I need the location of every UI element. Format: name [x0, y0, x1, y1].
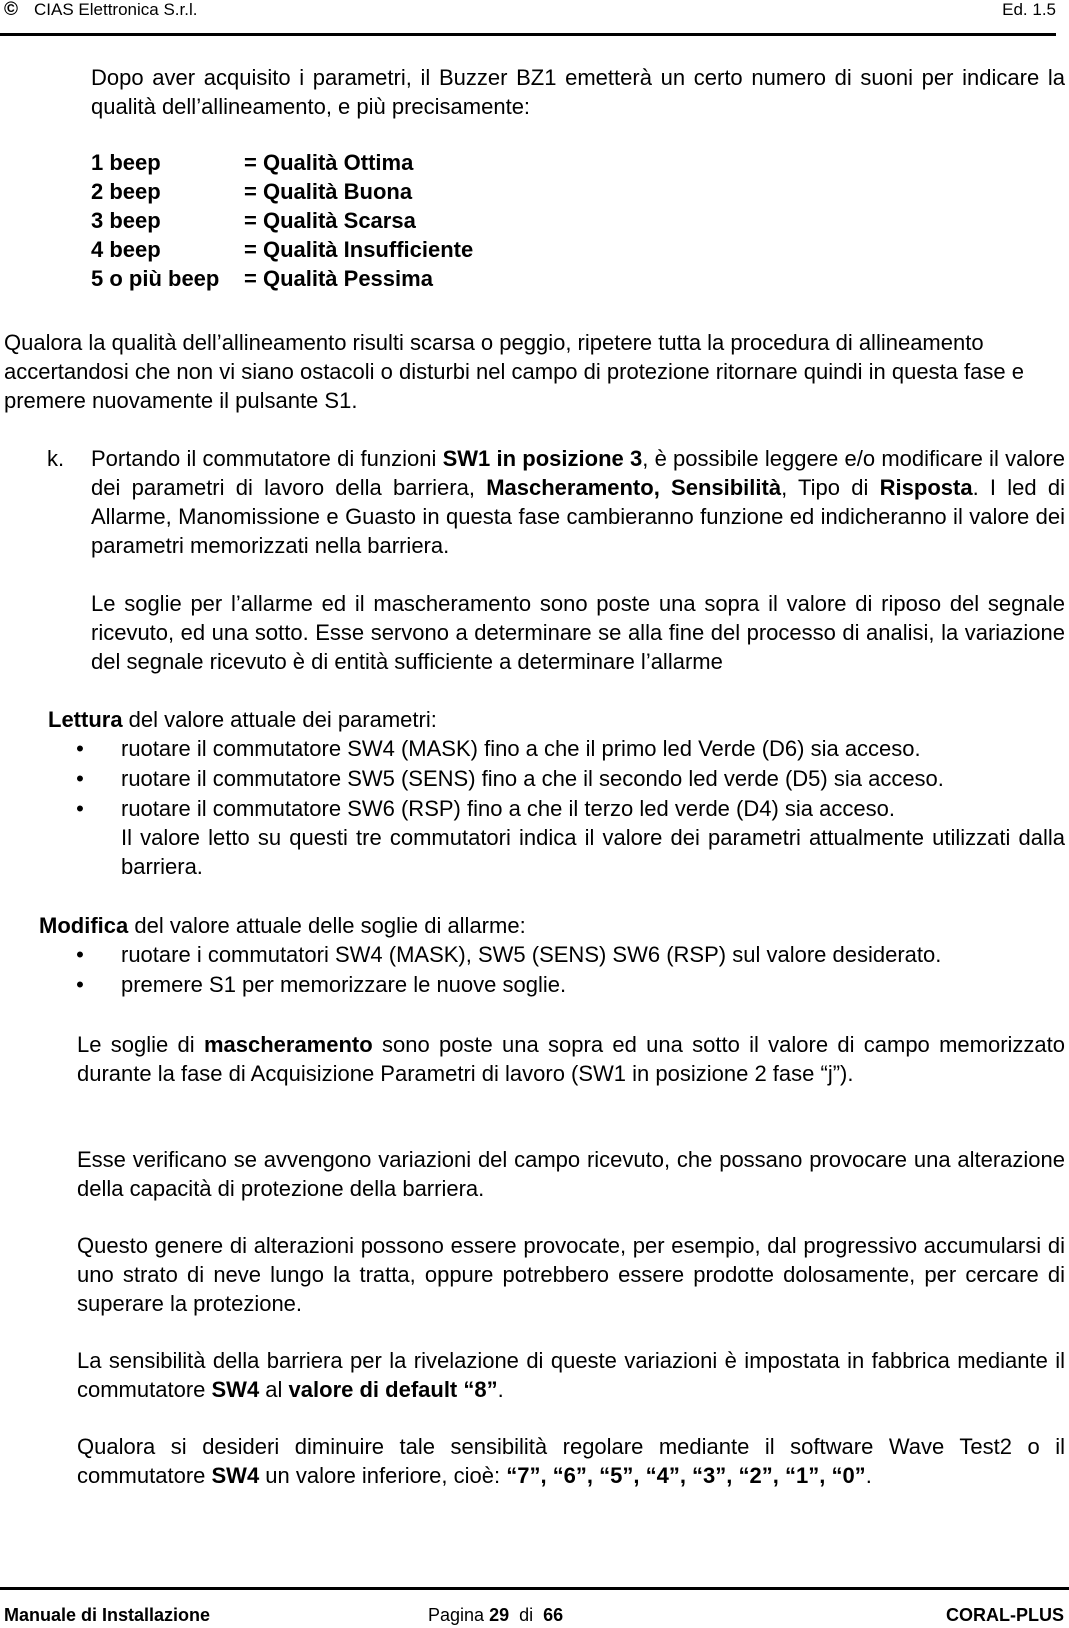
modifica-heading [39, 911, 526, 940]
bullet-icon: • [76, 766, 84, 791]
step-k-bold: Mascheramento, Sensibilità [486, 475, 782, 500]
reduce-text: . [865, 1463, 872, 1488]
step-k-bold: SW1 in posizione 3 [442, 446, 643, 471]
reduce-bold: “7”, “6”, “5”, “4”, “3”, “2”, “1”, “0” [506, 1463, 866, 1488]
beep-quality: = Qualità Pessima [244, 266, 433, 291]
masking-text: sono poste una sopra ed una sotto il valore di campo memorizzato durante la fase di Acquisizione Parametri di lavoro (SW1 in posizione 2 fase “j”). [77, 1032, 1065, 1086]
page-of-label: di [509, 1605, 544, 1625]
lettura-heading [48, 705, 437, 734]
masking-text: Le soglie di [77, 1032, 204, 1057]
page-current: 29 [489, 1605, 510, 1625]
list-item: ruotare i commutatori SW4 (MASK), SW5 (SENS) SW6 (RSP) sul valore desiderato. [121, 942, 942, 967]
page-number [428, 1604, 563, 1626]
list-item: ruotare il commutatore SW4 (MASK) fino a che il primo led Verde (D6) sia acceso. [121, 736, 921, 761]
bullet-icon: • [76, 942, 84, 967]
modifica-title: Modifica [39, 913, 129, 938]
footer-rule [0, 1587, 1069, 1590]
reduce-text: Qualora si desideri diminuire tale sensibilità regolare mediante il software Wave Test2 o il commutatore [77, 1434, 1065, 1488]
sensitivity-paragraph [77, 1346, 1065, 1404]
modifica-subtitle: del valore attuale delle soglie di allarme: [128, 913, 526, 938]
verify-paragraph: Esse verificano se avvengono variazioni del campo ricevuto, che possano provocare una alterazione della capacità di protezione della barriera. [77, 1147, 1065, 1201]
beep-count: 5 o più beep [91, 266, 220, 291]
sensitivity-text: . [497, 1377, 504, 1402]
beep-quality: = Qualità Scarsa [244, 208, 416, 233]
beep-count: 2 beep [91, 179, 161, 204]
list-item: premere S1 per memorizzare le nuove soglie. [121, 972, 567, 997]
beep-count: 4 beep [91, 237, 161, 262]
company-name: CIAS Elettronica S.r.l. [34, 0, 198, 19]
step-marker: k. [47, 446, 65, 471]
beep-quality: = Qualità Buona [244, 179, 413, 204]
retry-paragraph: Qualora la qualità dell’allineamento risulti scarsa o peggio, ripetere tutta la procedura di allineamento accertandosi che non vi siano ostacoli o disturbi nel campo di protezione ritornare quindi in questa fase e premere nuovamente il pulsante S1. [4, 330, 1024, 413]
bullet-icon: • [76, 736, 84, 761]
beep-count: 1 beep [91, 150, 161, 175]
step-k-paragraph [91, 444, 1065, 560]
page-total: 66 [543, 1605, 564, 1625]
intro-paragraph: Dopo aver acquisito i parametri, il Buzzer BZ1 emetterà un certo numero di suoni per indicare la qualità dell’allineamento, e più precisamente: [91, 65, 1065, 119]
beep-quality: = Qualità Ottima [244, 150, 414, 175]
product-name: CORAL-PLUS [946, 1605, 1064, 1625]
lettura-note: Il valore letto su questi tre commutatori indica il valore dei parametri attualmente utilizzati dalla barriera. [121, 825, 1065, 879]
step-k-bold: Risposta [879, 475, 973, 500]
beep-count: 3 beep [91, 208, 161, 233]
masking-paragraph [77, 1030, 1065, 1088]
thresholds-paragraph: Le soglie per l’allarme ed il mascheramento sono poste una sopra il valore di riposo del segnale ricevuto, ed una sotto. Esse servono a determinare se alla fine del processo di analisi, la variazione del segnale ricevuto è di entità sufficiente a determinare l’allarme [91, 591, 1065, 674]
page-header [4, 0, 1056, 22]
sensitivity-bold: SW4 [211, 1377, 260, 1402]
header-rule [0, 33, 1056, 36]
lettura-title: Lettura [48, 707, 123, 732]
step-k-text: , è possibile leggere e/o modificare il valore dei parametri di lavoro della barriera, [91, 446, 1065, 500]
sensitivity-text: La sensibilità della barriera per la rivelazione di queste variazioni è impostata in fabbrica mediante il commutatore [77, 1348, 1065, 1402]
beep-quality: = Qualità Insufficiente [244, 237, 474, 262]
reduce-paragraph [77, 1432, 1065, 1490]
step-k-text: . I led di Allarme, Manomissione e Guasto in questa fase cambieranno funzione ed indicheranno il valore dei parametri memorizzati nella barriera. [91, 475, 1066, 558]
list-item: ruotare il commutatore SW5 (SENS) fino a che il secondo led verde (D5) sia acceso. [121, 766, 944, 791]
edition-label: Ed. 1.5 [1002, 0, 1056, 19]
step-k-text: , Tipo di [781, 475, 880, 500]
alteration-paragraph: Questo genere di alterazioni possono essere provocate, per esempio, dal progressivo accumularsi di uno strato di neve lungo la tratta, oppure potrebbero essere prodotte dolosamente, per cercare di superare la protezione. [77, 1233, 1065, 1316]
masking-bold: mascheramento [203, 1032, 373, 1057]
bullet-icon: • [76, 796, 84, 821]
page-label: Pagina [428, 1605, 490, 1625]
reduce-bold: SW4 [211, 1463, 260, 1488]
manual-title: Manuale di Installazione [4, 1605, 211, 1625]
step-k-text: Portando il commutatore di funzioni [91, 446, 443, 471]
sensitivity-text: al [259, 1377, 289, 1402]
sensitivity-bold: valore di default “8” [288, 1377, 498, 1402]
list-item: ruotare il commutatore SW6 (RSP) fino a che il terzo led verde (D4) sia acceso. [121, 796, 895, 821]
lettura-subtitle: del valore attuale dei parametri: [122, 707, 437, 732]
page-footer [4, 1604, 1064, 1626]
bullet-icon: • [76, 972, 84, 997]
reduce-text: un valore inferiore, cioè: [259, 1463, 507, 1488]
copyright-icon: © [4, 0, 18, 20]
